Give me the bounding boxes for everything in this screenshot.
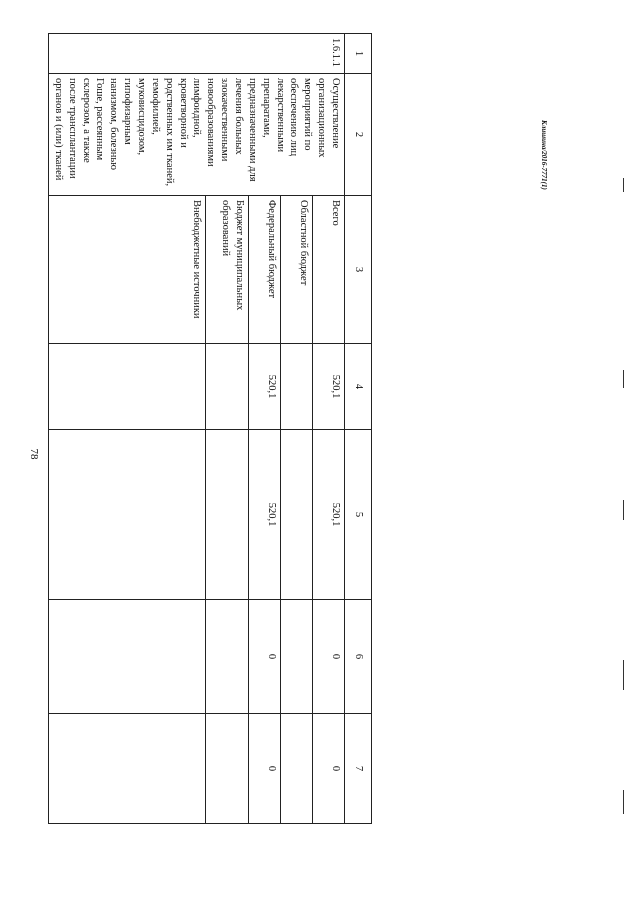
document-stamp: Клишина/2016-7771(1) <box>540 120 548 190</box>
item-description: Осуществление организационных мероприятий по обеспечению лиц лекарственными препаратами, предназначенными для лечения больных злокачественными новообразованиями лимфоидной, кроветворной и родственных им тканей, гемофилией, муковисцидозом, гипофизарным нанизмом, болезнью Гоше, рассеянным склерозом, а также после трансплантации органов и (или) тканей <box>48 74 344 196</box>
edge-mark <box>623 660 624 690</box>
source-total: Всего <box>313 196 345 344</box>
header-col-4: 4 <box>345 344 372 430</box>
cell-municipal-c5 <box>206 430 249 600</box>
cell-extra-c6 <box>48 600 205 714</box>
budget-table <box>48 33 372 824</box>
cell-municipal-c4 <box>206 344 249 430</box>
cell-regional-c5 <box>281 430 313 600</box>
cell-extra-c5 <box>48 430 205 600</box>
source-federal: Федеральный бюджет <box>249 196 281 344</box>
cell-municipal-c6 <box>206 600 249 714</box>
source-municipal: Бюджет муниципальных образований <box>206 196 249 344</box>
edge-mark <box>623 178 624 192</box>
cell-extra-c4 <box>48 344 205 430</box>
cell-regional-c6 <box>281 600 313 714</box>
table-container <box>52 33 640 772</box>
cell-total-c4: 520,1 <box>313 344 345 430</box>
cell-federal-c7: 0 <box>249 714 281 824</box>
cell-regional-c4 <box>281 344 313 430</box>
source-regional: Областной бюджет <box>281 196 313 344</box>
cell-regional-c7 <box>281 714 313 824</box>
rotated-table-frame <box>52 33 372 823</box>
cell-total-c7: 0 <box>313 714 345 824</box>
item-code: 1.6.1.1 <box>48 34 344 74</box>
header-row <box>345 34 372 824</box>
cell-federal-c4: 520,1 <box>249 344 281 430</box>
cell-total-c5: 520,1 <box>313 430 345 600</box>
header-col-3: 3 <box>345 196 372 344</box>
header-col-6: 6 <box>345 600 372 714</box>
header-col-5: 5 <box>345 430 372 600</box>
source-extrabudgetary: Внебюджетные источники <box>48 196 205 344</box>
cell-total-c6: 0 <box>313 600 345 714</box>
page-number: 78 <box>28 448 40 460</box>
cell-federal-c6: 0 <box>249 600 281 714</box>
edge-mark <box>623 370 624 388</box>
edge-mark <box>623 500 624 520</box>
cell-extra-c7 <box>48 714 205 824</box>
cell-federal-c5: 520,1 <box>249 430 281 600</box>
header-col-1: 1 <box>345 34 372 74</box>
edge-mark <box>623 790 624 814</box>
header-col-7: 7 <box>345 714 372 824</box>
table-row <box>313 34 345 824</box>
cell-municipal-c7 <box>206 714 249 824</box>
header-col-2: 2 <box>345 74 372 196</box>
